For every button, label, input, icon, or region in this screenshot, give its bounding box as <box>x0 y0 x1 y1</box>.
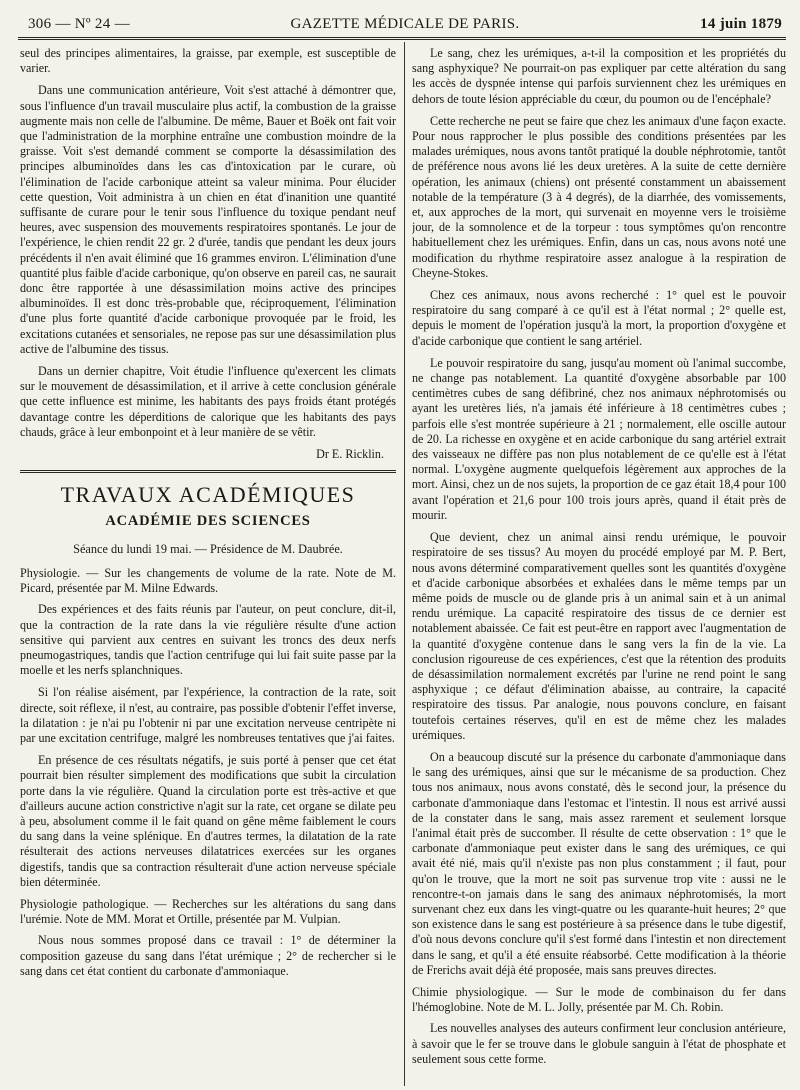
paragraph: Dans une communication antérieure, Voit s'est attaché à démontrer que, sous l'influence d'un travail musculaire plus actif, la combustion de la graisse augmente mais non celle de l'albumine. De même, Bauer et Boëk ont fait voir que l'administration de la morphine entraîne une combustion moindre de la graisse. Voit s'est demandé comment se comporte la désassimilation des principes albuminoïdes dans les cas d'intoxication par le curare, où l'élimination de l'acide carbonique atteint sa valeur minima. Pour élucider cette question, Voit administra à un chien en état d'inanition une quantité suffisante de curare pour le tenir sous l'influence du toxique pendant neuf heures, avec suspension des mouvements respiratoires spontanés. Le jour de l'expérience, le chien rendit 22 gr. 2 d'urée, tandis que pendant les deux jours précédents il n'en avait éliminé que 16 grammes environ. L'élimination d'une quantité plus faible d'acide carbonique, qu'on observe en pareil cas, ne saurait donc être rapportée à une désassimilation moins active des principes albuminoïdes. Il est donc très-probable que, réciproquement, l'élimination d'une plus forte quantité d'acide carbonique provoquée par le froid, les excitations cutanées et sensoriales, ne repose pas sur une désassimilation plus active de l'albumine des tissus. <box>20 83 396 356</box>
paragraph: Chez ces animaux, nous avons recherché : 1° quel est le pouvoir respiratoire du sang comparé à ce qu'il est à l'état normal ; 2° quelle est, depuis le moment de l'opération jusqu'à la mort, la proportion d'oxygène et d'acide carbonique que contient le sang artériel. <box>412 288 786 348</box>
paragraph: Le sang, chez les urémiques, a-t-il la composition et les propriétés du sang asphyxique? Ne pourrait-on pas expliquer par cette altération du sang les accès de dyspnée intense qui parfois surviennent chez les urémiques en dehors de toute lésion appréciable du cœur, du poumon ou de l'encéphale? <box>412 46 786 106</box>
paragraph: Que devient, chez un animal ainsi rendu urémique, le pouvoir respiratoire de ses tissus? Au moyen du procédé employé par M. P. Bert, nous avons déterminé comparativement quelles sont les quantités d'oxygène et d'acide carbonique absorbées et exhalées dans le même temps par un même poids de muscle ou de glande pris à un animal sain et à un animal rendu urémique. La capacité respiratoire des tissus de ce dernier est notablement abaissée. Ce fait est peut-être en rapport avec l'augmentation de la quantité d'oxygène contenue dans le sang vers la fin de la vie. La conclusion rigoureuse de ces expériences, c'est que la rétention des produits de désassimilation normalement excrétés par l'urine ne rend point le sang asphyxique ; ce défaut d'élimination abaisse, au contraire, la capacité respiratoire des tissus. Par analogie, nous pouvons conclure, en faisant toutefois certaines réserves, qu'il en est de même chez les malades urémiques. <box>412 530 786 742</box>
author-signature: Dr E. Ricklin. <box>316 447 384 462</box>
paragraph: Le pouvoir respiratoire du sang, jusqu'au moment où l'animal succombe, ne change pas notablement. La quantité d'oxygène absorbable par 100 centimètres cubes de sang défibriné, chez nos animaux néphrotomisés ou ayant les uretères liés, n'a jamais été inférieure à 18 centimètres cubes ; parfois elle s'est montrée supérieure à 21 ; normalement, elle oscille autour de 20. La richesse en oxygène et en acide carbonique du sang artériel extrait des vaisseaux ne diffère pas non plus notablement de ce qu'elle est à l'état normal. L'oxygène augmente quelquefois légèrement aux approches de la mort. Ainsi, chez un de nos sujets, la proportion de ce gaz était 18,4 pour 100 avant l'opération et 21,6 pour 100 trois jours après, quand il était près de mourir. <box>412 355 786 522</box>
paragraph: Nous nous sommes proposé dans ce travail : 1° de déterminer la composition gazeuse du sang dans l'état urémique ; 2° de rechercher si le sang dans cet état contient du carbonate d'ammoniaque. <box>20 933 396 978</box>
column-separator <box>404 42 405 1086</box>
paragraph: On a beaucoup discuté sur la présence du carbonate d'ammoniaque dans le sang des urémiques, ainsi que sur le mécanisme de sa production. Chez tous nos animaux, nous avons constaté, dès le second jour, la présence du carbonate d'ammoniaque dans l'estomac et l'intestin. Il nous est arrivé aussi de la constater dans le sang, mais assez rarement et seulement lorsque l'animal était près de succomber. Il résulte de cette observation : 1° que le carbonate d'ammoniaque peut exister dans le sang des urémiques, ce qui avait été nié, mais qu'il n'existe pas non plus constamment ; il faut, pour qu'on le trouve, que la mort ne soit pas survenue trop vite : aussi ne le rencontre-t-on jamais dans le sang des animaux néphrotomisés, la mort survenant chez eux dans les vingt-quatre ou les quarante-huit heures; 2° que son existence dans le sang est postérieure à sa présence dans le tube digestif, d'où nous devons conclure qu'il s'est formé dans l'intestin et non directement dans le sang, et qu'il a été ensuite réabsorbé. Cette modification à la théorie de Frerichs avait déjà été proposée, mais sans preuves directes. <box>412 749 786 977</box>
note-heading: Physiologie pathologique. — Recherches sur les altérations du sang dans l'urémie. Note de MM. Morat et Ortille, présentée par M. Vulpian. <box>20 896 396 927</box>
header-rule <box>18 37 786 40</box>
note-heading: Physiologie. — Sur les changements de volume de la rate. Note de M. Picard, présentée par M. Milne Edwards. <box>20 565 396 596</box>
section-divider <box>20 470 396 473</box>
paragraph: seul des principes alimentaires, la graisse, par exemple, est susceptible de varier. <box>20 46 396 76</box>
journal-title: GAZETTE MÉDICALE DE PARIS. <box>290 16 520 32</box>
academy-title: ACADÉMIE DES SCIENCES <box>105 513 311 530</box>
paragraph: Cette recherche ne peut se faire que chez les animaux d'une façon exacte. Pour nous rapprocher le plus possible des conditions présentées par les malades urémiques, nous avons tantôt pratiqué la double néphrotomie, tantôt de préférence nous avons lié les deux uretères. A la suite de cette dernière opération, les animaux (chiens) ont présenté constamment un abaissement notable de la température (3 à 4 degrés), de la diarrhée, des vomissements, et, aux approches de la mort, qui survenait en moyenne vers le troisième jour, de la somnolence et de la torpeur : tous symptômes qu'on rencontre habituellement chez les urémiques. Enfin, dans un cas, nous avons noté une modification du rhythme respiratoire assez analogue à la respiration de Cheyne-Stokes. <box>412 113 786 280</box>
section-title: TRAVAUX ACADÉMIQUES <box>60 482 356 508</box>
page-number: 306 — Nº 24 — <box>28 16 130 32</box>
paragraph: Dans un dernier chapitre, Voit étudie l'influence qu'exercent les climats sur le mouvement de désassimilation, et il arrive à cette conclusion générale que cette influence est minime, les habitants des pays froids étant protégés davantage contre les déperditions de calorique que les habitants des pays chauds, grâce à leur embonpoint et à leur manière de se vêtir. <box>20 364 396 439</box>
issue-date: 14 juin 1879 <box>700 16 782 32</box>
left-column <box>20 46 396 1090</box>
right-column <box>412 46 786 1090</box>
paragraph: Des expériences et des faits réunis par l'auteur, on peut conclure, dit-il, que la contraction de la rate dans la vie régulière résulte d'une action sensitive qui parvient aux centres en suivant les troncs des deux nerfs pneumogastriques, tandis que l'action centrifuge qui lui fait suite passe par la moelle et les nerfs splanchniques. <box>20 602 396 678</box>
paragraph: En présence de ces résultats négatifs, je suis porté à penser que cet état pourrait bien résulter simplement des modifications que subit la circulation porte dans la vie régulière. Quand la circulation porte est très-active et que d'ailleurs aucune action constrictive n'agit sur la rate, cet organe se dilate peu à peu, absolument comme il le fait quand on gêne même faiblement le cours du sang dans la veine splénique. En d'autres termes, la dilatation de la rate résulterait des actions nerveuses dilatatrices exercées sur les organes digestifs, tandis que sa contraction résulterait d'une action nerveuse spéciale bien déterminée. <box>20 753 396 889</box>
paragraph: Si l'on réalise aisément, par l'expérience, la contraction de la rate, soit directe, soit réflexe, il n'est, au contraire, pas possible d'obtenir l'effet inverse, la dilatation : je n'ai pu l'obtenir ni par une excitation nerveuse centripète ni par une excitation centrifuge, malgré les nombreuses tentatives que j'ai faites. <box>20 685 396 745</box>
note-heading: Chimie physiologique. — Sur le mode de combinaison du fer dans l'hémoglobine. Note de M. L. Jolly, présentée par M. Ch. Robin. <box>412 984 786 1015</box>
session-line: Séance du lundi 19 mai. — Présidence de M. Daubrée. <box>73 541 343 556</box>
paragraph: Les nouvelles analyses des auteurs confirment leur conclusion antérieure, à savoir que le fer se trouve dans le globule sanguin à l'état de phosphate et seulement sous cette forme. <box>412 1021 786 1066</box>
